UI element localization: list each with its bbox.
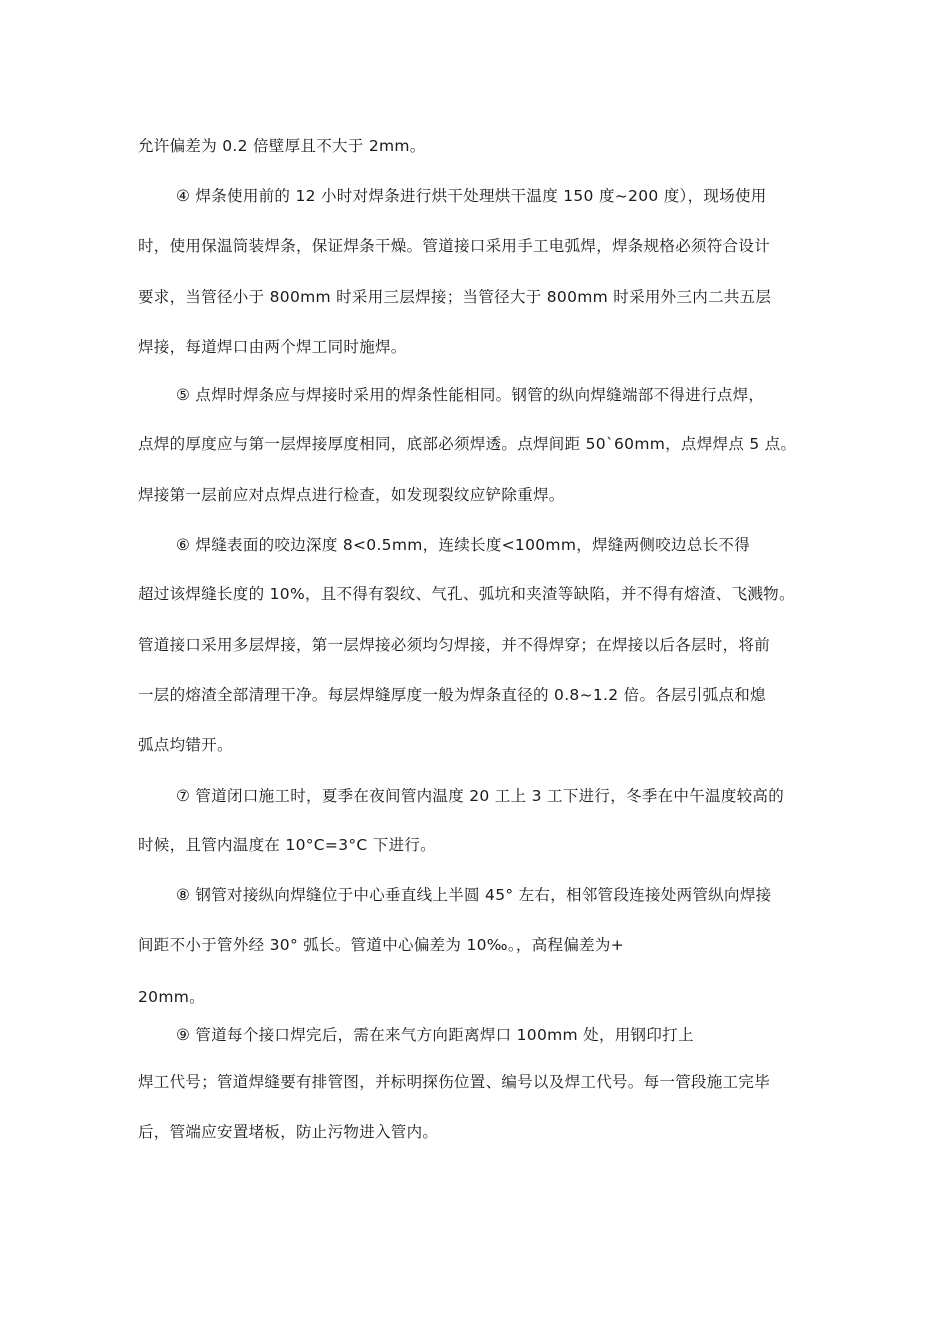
paragraph-5-start: ⑤ 点焊时焊条应与焊接时采用的焊条性能相同。钢管的纵向焊缝端部不得进行点焊，: [176, 386, 765, 404]
text-line: 点焊的厚度应与第一层焊接厚度相同，底部必须焊透。点焊间距 50`60mm，点焊焊点 5 点。: [138, 435, 797, 453]
text-line: 焊接，每道焊口由两个焊工同时施焊。: [138, 338, 407, 356]
paragraph-7-start: ⑦ 管道闭口施工时，夏季在夜间管内温度 20 工上 3 工下进行，冬季在中午温度较高的: [176, 787, 785, 805]
text-line: 20mm。: [138, 988, 205, 1006]
text-line: 要求，当管径小于 800mm 时采用三层焊接；当管径大于 800mm 时采用外三内二共五层: [138, 288, 772, 306]
paragraph-4-start: ④ 焊条使用前的 12 小时对焊条进行烘干处理烘干温度 150 度~200 度），现场使用: [176, 187, 767, 205]
text-line: 焊工代号；管道焊缝要有排管图，并标明探伤位置、编号以及焊工代号。每一管段施工完毕: [138, 1073, 771, 1091]
text-line: 时，使用保温筒装焊条，保证焊条干燥。管道接口采用手工电弧焊，焊条规格必须符合设计: [138, 237, 771, 255]
paragraph-8-start: ⑧ 钢管对接纵向焊缝位于中心垂直线上半圆 45° 左右，相邻管段连接处两管纵向焊接: [176, 886, 772, 904]
text-line: 焊接第一层前应对点焊点进行检查，如发现裂纹应铲除重焊。: [138, 486, 565, 504]
paragraph-6-start: ⑥ 焊缝表面的咬边深度 8<0.5mm，连续长度<100mm，焊缝两侧咬边总长不得: [176, 536, 751, 554]
text-line: 允许偏差为 0.2 倍壁厚且不大于 2mm。: [138, 137, 426, 155]
text-line: 时候，且管内温度在 10°C=3°C 下进行。: [138, 836, 436, 854]
text-line: 超过该焊缝长度的 10%，且不得有裂纹、气孔、弧坑和夹渣等缺陷，并不得有熔渣、飞溅物。: [138, 585, 795, 603]
paragraph-9-start: ⑨ 管道每个接口焊完后，需在来气方向距离焊口 100mm 处，用钢印打上: [176, 1026, 694, 1044]
text-line: 管道接口采用多层焊接，第一层焊接必须均匀焊接，并不得焊穿；在焊接以后各层时，将前: [138, 636, 771, 654]
text-line: 一层的熔渣全部清理干净。每层焊缝厚度一般为焊条直径的 0.8~1.2 倍。各层引弧点和熄: [138, 686, 766, 704]
text-line: 间距不小于管外经 30° 弧长。管道中心偏差为 10‰。，高程偏差为+: [138, 936, 625, 954]
text-line: 弧点均错开。: [138, 736, 233, 754]
text-line: 后，管端应安置堵板，防止污物进入管内。: [138, 1123, 439, 1141]
